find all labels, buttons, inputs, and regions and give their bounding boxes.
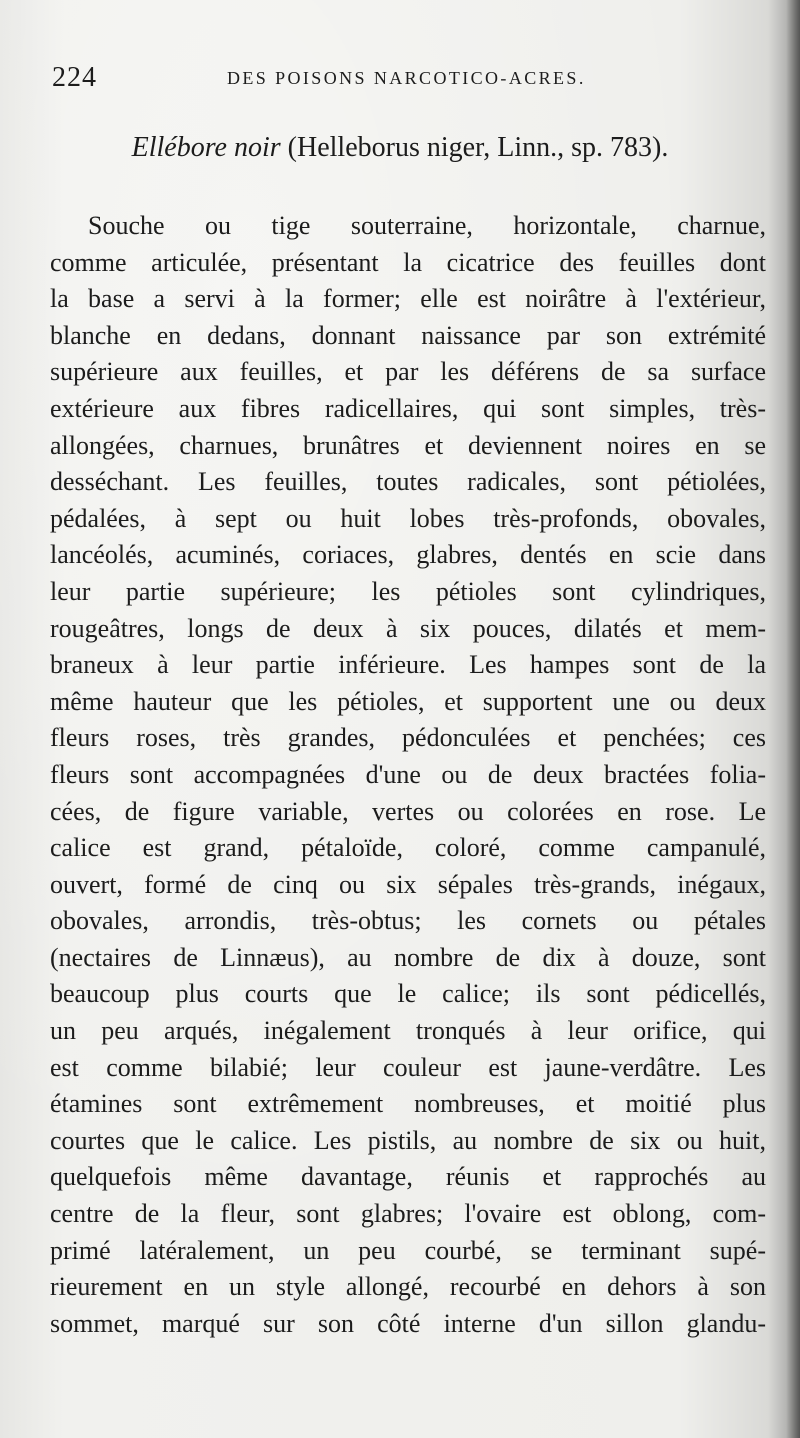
text-line: allongées, charnues, brunâtres et deviennent noires en se bbox=[50, 430, 766, 460]
page-number: 224 bbox=[52, 62, 97, 93]
plant-taxonomy: (Helleborus niger, Linn., sp. 783). bbox=[280, 132, 669, 163]
text-line: pédalées, à sept ou huit lobes très-profonds, obovales, bbox=[50, 503, 766, 533]
section-heading bbox=[0, 132, 800, 164]
running-title: DES POISONS NARCOTICO-ACRES. bbox=[227, 68, 586, 88]
text-line: ouvert, formé de cinq ou six sépales très-grands, inégaux, bbox=[50, 869, 766, 899]
text-line: calice est grand, pétaloïde, coloré, comme campanulé, bbox=[50, 833, 766, 863]
text-line: braneux à leur partie inférieure. Les hampes sont de la bbox=[50, 650, 766, 680]
text-line: desséchant. Les feuilles, toutes radicales, sont pétiolées, bbox=[50, 467, 766, 497]
text-line: un peu arqués, inégalement tronqués à leur orifice, qui bbox=[50, 1016, 766, 1046]
page-edge-shadow bbox=[786, 0, 800, 1438]
text-line: sommet, marqué sur son côté interne d'un sillon glandu- bbox=[50, 1308, 766, 1338]
page-header bbox=[52, 62, 760, 102]
text-line: supérieure aux feuilles, et par les déférens de sa surface bbox=[50, 357, 766, 387]
text-line: quelquefois même davantage, réunis et rapprochés au bbox=[50, 1162, 766, 1192]
text-line: fleurs roses, très grandes, pédonculées et penchées; ces bbox=[50, 723, 766, 753]
text-line: fleurs sont accompagnées d'une ou de deux bractées folia- bbox=[50, 759, 766, 789]
text-line: Souche ou tige souterraine, horizontale, charnue, bbox=[88, 211, 766, 240]
text-line: blanche en dedans, donnant naissance par son extrémité bbox=[50, 320, 766, 350]
text-line: primé latéralement, un peu courbé, se terminant supé- bbox=[50, 1235, 766, 1265]
plant-name: Ellébore noir bbox=[131, 132, 281, 163]
body-paragraph bbox=[50, 208, 766, 1342]
text-line: la base a servi à la former; elle est noirâtre à l'extérieur, bbox=[50, 284, 766, 314]
text-line: centre de la fleur, sont glabres; l'ovaire est oblong, com- bbox=[50, 1199, 766, 1229]
text-line: beaucoup plus courts que le calice; ils sont pédicellés, bbox=[50, 979, 766, 1009]
text-line: rieurement en un style allongé, recourbé en dehors à son bbox=[50, 1272, 766, 1302]
text-line: cées, de figure variable, vertes ou colorées en rose. Le bbox=[50, 796, 766, 826]
text-line: courtes que le calice. Les pistils, au nombre de six ou huit, bbox=[50, 1125, 766, 1155]
text-line: étamines sont extrêmement nombreuses, et moitié plus bbox=[50, 1089, 766, 1119]
text-line: obovales, arrondis, très-obtus; les cornets ou pétales bbox=[50, 906, 766, 936]
text-line: comme articulée, présentant la cicatrice des feuilles dont bbox=[50, 247, 766, 277]
text-line: est comme bilabié; leur couleur est jaune-verdâtre. Les bbox=[50, 1052, 766, 1082]
text-line: extérieure aux fibres radicellaires, qui sont simples, très- bbox=[50, 393, 766, 423]
text-line: lancéolés, acuminés, coriaces, glabres, dentés en scie dans bbox=[50, 540, 766, 570]
text-line: leur partie supérieure; les pétioles sont cylindriques, bbox=[50, 576, 766, 606]
text-line: rougeâtres, longs de deux à six pouces, dilatés et mem- bbox=[50, 613, 766, 643]
text-line: (nectaires de Linnæus), au nombre de dix à douze, sont bbox=[50, 942, 766, 972]
text-line: même hauteur que les pétioles, et supportent une ou deux bbox=[50, 686, 766, 716]
